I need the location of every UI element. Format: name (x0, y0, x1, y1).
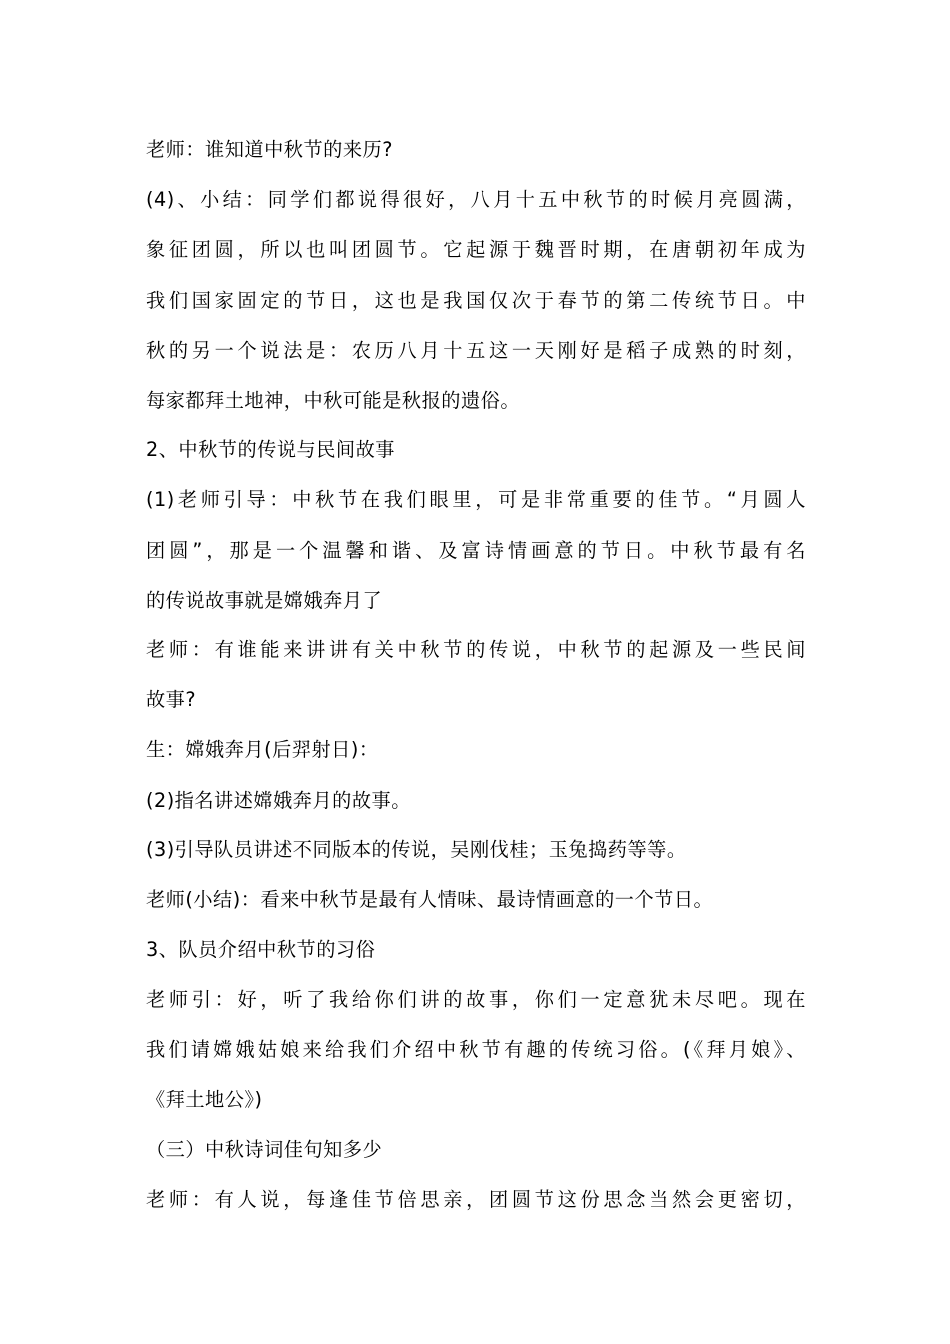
text-line: 每家都拜土地神，中秋可能是秋报的遗俗。 (146, 389, 521, 412)
text-line: 老师：有人说，每逢佳节倍思亲，团圆节这份思念当然会更密切， (146, 1188, 806, 1211)
text-line: 象征团圆，所以也叫团圆节。它起源于魏晋时期，在唐朝初年成为 (146, 238, 806, 261)
section-heading: 3、队员介绍中秋节的习俗 (146, 938, 376, 961)
text-line: 的传说故事就是嫦娥奔月了 (146, 589, 383, 612)
text-line: 老师引：好，听了我给你们讲的故事，你们一定意犹未尽吧。现在 (146, 988, 806, 1011)
text-line: 老师：有谁能来讲讲有关中秋节的传说，中秋节的起源及一些民间 (146, 638, 806, 661)
text-line: (3)引导队员讲述不同版本的传说，吴刚伐桂；玉兔捣药等等。 (146, 838, 687, 861)
text-line: 老师(小结)：看来中秋节是最有人情味、最诗情画意的一个节日。 (146, 888, 714, 911)
text-line: (2)指名讲述嫦娥奔月的故事。 (146, 789, 411, 812)
text-line: 故事? (146, 688, 197, 711)
section-heading: （三）中秋诗词佳句知多少 (146, 1138, 383, 1161)
text-line: (1)老师引导：中秋节在我们眼里，可是非常重要的佳节。“月圆人 (146, 488, 806, 511)
section-heading: 2、中秋节的传说与民间故事 (146, 438, 395, 461)
text-line: 我们国家固定的节日，这也是我国仅次于春节的第二传统节日。中 (146, 289, 806, 312)
text-line: 我们请嫦娥姑娘来给我们介绍中秋节有趣的传统习俗。(《拜月娘》、 (146, 1038, 806, 1061)
text-line: 秋的另一个说法是：农历八月十五这一天刚好是稻子成熟的时刻， (146, 339, 806, 362)
text-line: 生：嫦娥奔月(后羿射日)： (146, 738, 379, 761)
text-line: 老师：谁知道中秋节的来历? (146, 138, 393, 161)
text-line: 团圆”，那是一个温馨和谐、及富诗情画意的节日。中秋节最有名 (146, 539, 806, 562)
text-line: 《拜土地公》) (146, 1088, 263, 1111)
text-line: (4)、小结：同学们都说得很好，八月十五中秋节的时候月亮圆满， (146, 188, 806, 211)
